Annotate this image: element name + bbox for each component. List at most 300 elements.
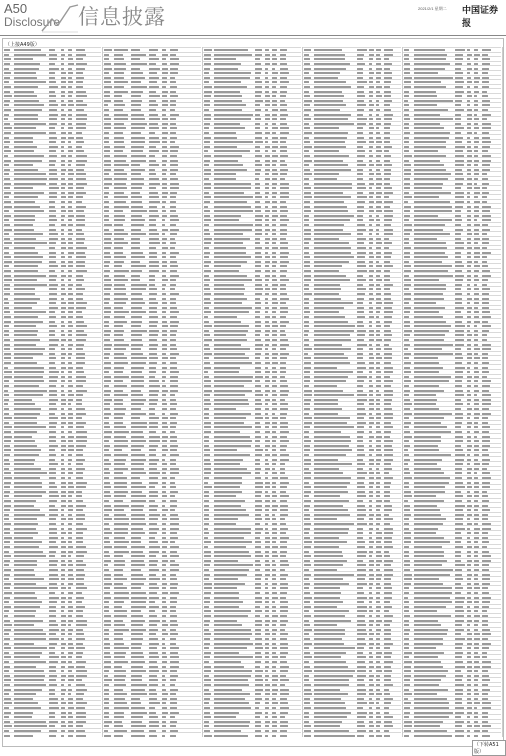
- table-row: [203, 176, 301, 177]
- table-row: [303, 521, 401, 522]
- table-row: [3, 691, 101, 692]
- table-row: [203, 369, 301, 370]
- table-row: [203, 328, 301, 329]
- table-row: [303, 590, 401, 591]
- table-row: [103, 259, 201, 260]
- table-row: [203, 378, 301, 379]
- table-row: [303, 121, 401, 122]
- table-row: [403, 360, 501, 361]
- table-row: [203, 263, 301, 264]
- table-row: [3, 553, 101, 554]
- table-row: [3, 668, 101, 669]
- table-row: [403, 484, 501, 485]
- table-row: [3, 682, 101, 683]
- table-row: [403, 392, 501, 393]
- table-row: [103, 213, 201, 214]
- table-row: [303, 728, 401, 729]
- table-row: [303, 691, 401, 692]
- table-row: [203, 553, 301, 554]
- table-row: [3, 640, 101, 641]
- table-row: [3, 61, 101, 62]
- table-row: [303, 341, 401, 342]
- table-row: [303, 346, 401, 347]
- table-row: [203, 148, 301, 149]
- table-row: [103, 521, 201, 522]
- table-row: [303, 659, 401, 660]
- table-row: [3, 79, 101, 80]
- table-row: [103, 360, 201, 361]
- table-row: [103, 364, 201, 365]
- table-row: [303, 111, 401, 112]
- table-row: [203, 272, 301, 273]
- table-row: [303, 548, 401, 549]
- trend-line-icon: [40, 3, 80, 33]
- table-row: [203, 171, 301, 172]
- table-row: [3, 185, 101, 186]
- table-row: [303, 282, 401, 283]
- table-row: [103, 314, 201, 315]
- table-row: [103, 328, 201, 329]
- table-row: [303, 291, 401, 292]
- table-row: [203, 222, 301, 223]
- table-row: [3, 88, 101, 89]
- table-row: [403, 47, 501, 48]
- table-row: [303, 208, 401, 209]
- table-row: [303, 493, 401, 494]
- table-row: [203, 475, 301, 476]
- table-row: [3, 397, 101, 398]
- table-row: [403, 415, 501, 416]
- table-row: [303, 263, 401, 264]
- table-row: [203, 116, 301, 117]
- table-row: [403, 507, 501, 508]
- table-row: [3, 636, 101, 637]
- table-row: [303, 470, 401, 471]
- table-row: [303, 700, 401, 701]
- table-row: [303, 585, 401, 586]
- table-row: [303, 686, 401, 687]
- table-row: [303, 461, 401, 462]
- table-row: [103, 387, 201, 388]
- table-row: [203, 346, 301, 347]
- table-row: [3, 415, 101, 416]
- table-row: [3, 162, 101, 163]
- table-row: [3, 686, 101, 687]
- table-row: [103, 507, 201, 508]
- table-row: [103, 61, 201, 62]
- table-row: [303, 328, 401, 329]
- table-row: [303, 401, 401, 402]
- table-row: [203, 93, 301, 94]
- table-row: [203, 98, 301, 99]
- table-row: [303, 525, 401, 526]
- table-row: [3, 475, 101, 476]
- table-row: [103, 268, 201, 269]
- table-row: [403, 337, 501, 338]
- table-row: [303, 714, 401, 715]
- table-row: [303, 406, 401, 407]
- table-row: [3, 539, 101, 540]
- table-row: [103, 691, 201, 692]
- table-row: [403, 52, 501, 53]
- table-row: [3, 355, 101, 356]
- table-row: [3, 277, 101, 278]
- table-row: [203, 544, 301, 545]
- table-row: [403, 194, 501, 195]
- table-row: [403, 263, 501, 264]
- table-row: [103, 249, 201, 250]
- table-row: [303, 337, 401, 338]
- table-row: [103, 410, 201, 411]
- table-row: [303, 231, 401, 232]
- table-row: [3, 282, 101, 283]
- table-row: [403, 226, 501, 227]
- table-row: [303, 79, 401, 80]
- table-row: [403, 369, 501, 370]
- table-row: [103, 318, 201, 319]
- table-row: [103, 479, 201, 480]
- table-row: [303, 424, 401, 425]
- table-row: [103, 355, 201, 356]
- table-row: [403, 79, 501, 80]
- table-row: [103, 93, 201, 94]
- table-cell-text: [14, 735, 34, 737]
- table-column: [103, 47, 203, 737]
- table-row: [203, 65, 301, 66]
- table-row: [103, 185, 201, 186]
- table-row: [303, 75, 401, 76]
- table-row: [103, 139, 201, 140]
- table-row: [3, 420, 101, 421]
- table-row: [303, 84, 401, 85]
- table-row: [303, 622, 401, 623]
- table-row: [403, 245, 501, 246]
- table-row: [403, 70, 501, 71]
- table-row: [303, 125, 401, 126]
- table-row: [3, 153, 101, 154]
- table-row: [103, 351, 201, 352]
- table-row: [303, 677, 401, 678]
- table-row: [103, 627, 201, 628]
- table-row: [303, 438, 401, 439]
- table-row: [203, 581, 301, 582]
- table-row: [203, 134, 301, 135]
- paper-logo: 中国证券报: [462, 6, 499, 29]
- table-row: [103, 682, 201, 683]
- table-row: [303, 153, 401, 154]
- table-row: [403, 466, 501, 467]
- table-row: [103, 502, 201, 503]
- table-row: [103, 548, 201, 549]
- table-row: [3, 222, 101, 223]
- table-row: [203, 663, 301, 664]
- table-row: [203, 84, 301, 85]
- table-row: [203, 157, 301, 158]
- table-row: [3, 484, 101, 485]
- table-row: [3, 56, 101, 57]
- table-row: [303, 397, 401, 398]
- table-row: [103, 484, 201, 485]
- table-row: [303, 144, 401, 145]
- table-row: [3, 502, 101, 503]
- table-row: [303, 323, 401, 324]
- table-row: [403, 364, 501, 365]
- table-row: [3, 521, 101, 522]
- table-row: [3, 705, 101, 706]
- table-row: [303, 732, 401, 733]
- table-row: [203, 627, 301, 628]
- table-row: [103, 466, 201, 467]
- table-row: [203, 719, 301, 720]
- table-row: [3, 663, 101, 664]
- table-row: [203, 217, 301, 218]
- table-row: [103, 401, 201, 402]
- table-row: [103, 291, 201, 292]
- table-row: [303, 539, 401, 540]
- table-row: [3, 70, 101, 71]
- table-row: [203, 305, 301, 306]
- table-row: [303, 245, 401, 246]
- table-row: [303, 52, 401, 53]
- table-row: [403, 139, 501, 140]
- table-row: [103, 512, 201, 513]
- table-row: [3, 732, 101, 733]
- table-row: [203, 617, 301, 618]
- table-row: [303, 194, 401, 195]
- table-row: [303, 309, 401, 310]
- table-row: [303, 719, 401, 720]
- table-row: [203, 180, 301, 181]
- table-row: [403, 213, 501, 214]
- table-row: [303, 102, 401, 103]
- table-row: [203, 562, 301, 563]
- table-row: [303, 627, 401, 628]
- table-row: [203, 700, 301, 701]
- table-row: [103, 272, 201, 273]
- table-row: [303, 364, 401, 365]
- table-row: [403, 121, 501, 122]
- table-row: [3, 562, 101, 563]
- table-cell-text: [255, 735, 262, 737]
- table-row: [103, 705, 201, 706]
- table-row: [403, 548, 501, 549]
- table-cell-text: [304, 735, 311, 737]
- table-row: [403, 75, 501, 76]
- table-row: [203, 516, 301, 517]
- table-row: [203, 162, 301, 163]
- table-row: [403, 429, 501, 430]
- table-row: [403, 157, 501, 158]
- table-row: [403, 456, 501, 457]
- table-row: [203, 102, 301, 103]
- table-row: [403, 277, 501, 278]
- table-row: [103, 709, 201, 710]
- table-row: [303, 558, 401, 559]
- table-row: [103, 585, 201, 586]
- table-row: [3, 208, 101, 209]
- table-row: [403, 530, 501, 531]
- table-row: [103, 447, 201, 448]
- table-row: [103, 571, 201, 572]
- table-row: [103, 700, 201, 701]
- table-row: [203, 226, 301, 227]
- table-row: [3, 516, 101, 517]
- table-row: [403, 516, 501, 517]
- table-row: [3, 507, 101, 508]
- table-row: [103, 162, 201, 163]
- table-row: [3, 328, 101, 329]
- table-row: [103, 226, 201, 227]
- table-row: [203, 88, 301, 89]
- table-row: [103, 134, 201, 135]
- table-row: [203, 636, 301, 637]
- table-row: [303, 130, 401, 131]
- table-row: [103, 245, 201, 246]
- table-row: [103, 599, 201, 600]
- table-row: [3, 194, 101, 195]
- table-row: [303, 617, 401, 618]
- table-row: [3, 98, 101, 99]
- table-row: [203, 300, 301, 301]
- table-row: [103, 84, 201, 85]
- table-row: [103, 282, 201, 283]
- table-row: [203, 199, 301, 200]
- table-row: [303, 162, 401, 163]
- table-row: [103, 79, 201, 80]
- table-row: [203, 194, 301, 195]
- table-row: [3, 309, 101, 310]
- table-row: [103, 397, 201, 398]
- table-row: [103, 121, 201, 122]
- table-row: [203, 249, 301, 250]
- table-row: [203, 613, 301, 614]
- table-row: [103, 65, 201, 66]
- table-row: [103, 240, 201, 241]
- table-row: [203, 429, 301, 430]
- table-row: [203, 61, 301, 62]
- table-row: [203, 374, 301, 375]
- table-row: [3, 332, 101, 333]
- table-row: [103, 663, 201, 664]
- table-row: [3, 627, 101, 628]
- table-row: [3, 231, 101, 232]
- table-row: [203, 415, 301, 416]
- table-row: [403, 452, 501, 453]
- table-row: [403, 553, 501, 554]
- table-row: [303, 502, 401, 503]
- table-row: [203, 383, 301, 384]
- table-row: [303, 180, 401, 181]
- table-row: [103, 645, 201, 646]
- table-row: [3, 673, 101, 674]
- table-row: [303, 650, 401, 651]
- table-row: [3, 369, 101, 370]
- table-row: [303, 116, 401, 117]
- table-row: [203, 723, 301, 724]
- table-row: [103, 277, 201, 278]
- table-row: [103, 369, 201, 370]
- disclosure-tables: [3, 47, 503, 737]
- table-row: [103, 544, 201, 545]
- table-row: [403, 65, 501, 66]
- table-row: [3, 249, 101, 250]
- table-row: [103, 406, 201, 407]
- table-row: [203, 599, 301, 600]
- table-row: [3, 259, 101, 260]
- table-row: [303, 268, 401, 269]
- table-row: [303, 203, 401, 204]
- table-row: [203, 659, 301, 660]
- table-row: [203, 447, 301, 448]
- table-row: [403, 259, 501, 260]
- table-row: [3, 622, 101, 623]
- table-row: [203, 121, 301, 122]
- table-row: [3, 176, 101, 177]
- table-row: [3, 452, 101, 453]
- table-row: [303, 498, 401, 499]
- table-row: [203, 691, 301, 692]
- table-row: [203, 401, 301, 402]
- table-row: [3, 318, 101, 319]
- table-row: [403, 521, 501, 522]
- table-row: [103, 429, 201, 430]
- table-cell-text: [384, 735, 391, 737]
- table-row: [303, 420, 401, 421]
- table-row: [303, 571, 401, 572]
- table-row: [103, 617, 201, 618]
- table-row: [203, 686, 301, 687]
- table-row: [103, 673, 201, 674]
- table-row: [3, 245, 101, 246]
- table-row: [3, 429, 101, 430]
- table-row: [403, 558, 501, 559]
- table-row: [203, 466, 301, 467]
- table-row: [403, 180, 501, 181]
- table-row: [3, 410, 101, 411]
- table-row: [3, 608, 101, 609]
- table-row: [3, 677, 101, 678]
- table-row: [203, 231, 301, 232]
- table-row: [203, 585, 301, 586]
- table-row: [3, 466, 101, 467]
- table-row: [303, 415, 401, 416]
- table-row: [3, 571, 101, 572]
- table-row: [403, 544, 501, 545]
- table-row: [403, 111, 501, 112]
- table-row: [303, 355, 401, 356]
- table-row: [3, 604, 101, 605]
- table-row: [3, 585, 101, 586]
- table-row: [303, 673, 401, 674]
- table-row: [103, 98, 201, 99]
- table-row: [203, 130, 301, 131]
- table-row: [403, 88, 501, 89]
- table-row: [303, 516, 401, 517]
- table-row: [303, 236, 401, 237]
- table-row: [103, 581, 201, 582]
- table-row: [303, 305, 401, 306]
- table-row: [403, 535, 501, 536]
- table-row: [103, 47, 201, 48]
- table-row: [103, 493, 201, 494]
- table-column: [403, 47, 503, 737]
- table-row: [203, 56, 301, 57]
- table-row: [303, 217, 401, 218]
- table-row: [3, 447, 101, 448]
- table-column: [203, 47, 303, 737]
- table-row: [3, 567, 101, 568]
- table-row: [103, 732, 201, 733]
